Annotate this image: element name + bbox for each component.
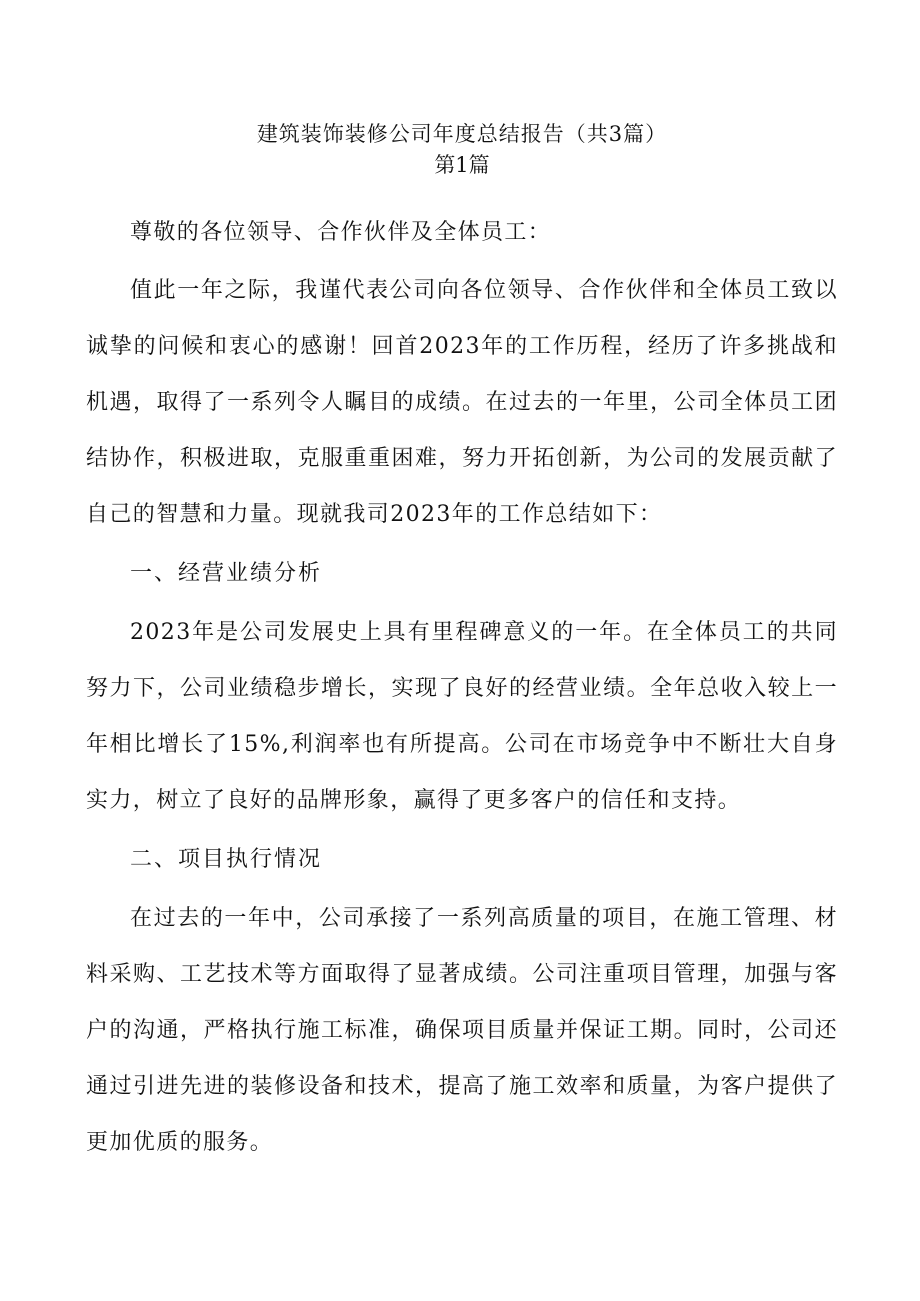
document-page — [86, 118, 838, 1174]
greeting: 尊敬的各位领导、合作伙伴及全体员工： — [130, 220, 552, 245]
section-heading-performance: 一、经营业绩分析 — [130, 561, 323, 586]
document-title: 建筑装饰装修公司年度总结报告（共3篇） — [256, 122, 668, 146]
section-body-performance: 2023年是公司发展史上具有里程碑意义的一年。在全体员工的共同努力下，公司业绩稳步增长，实现了良好的经营业绩。全年总收入较上一年相比增长了15%,利润率也有所提高。公司在市场竞争中不断壮大自身实力，树立了良好的品牌形象，赢得了更多客户的信任和支持。 — [86, 620, 838, 813]
intro-paragraph: 值此一年之际，我谨代表公司向各位领导、合作伙伴和全体员工致以诚挚的问候和衷心的感谢！回首2023年的工作历程，经历了许多挑战和机遇，取得了一系列令人瞩目的成绩。在过去的一年里，公司全体员工团结协作，积极进取，克服重重困难，努力开拓创新，为公司的发展贡献了自己的智慧和力量。现就我司2023年的工作总结如下： — [86, 278, 838, 527]
section-heading-projects: 二、项目执行情况 — [130, 847, 323, 872]
section-body-projects: 在过去的一年中，公司承接了一系列高质量的项目，在施工管理、材料采购、工艺技术等方面取得了显著成绩。公司注重项目管理，加强与客户的沟通，严格执行施工标准，确保项目质量并保证工期。同时，公司还通过引进先进的装修设备和技术，提高了施工效率和质量，为客户提供了更加优质的服务。 — [86, 906, 838, 1155]
document-subtitle: 第1篇 — [434, 153, 490, 177]
